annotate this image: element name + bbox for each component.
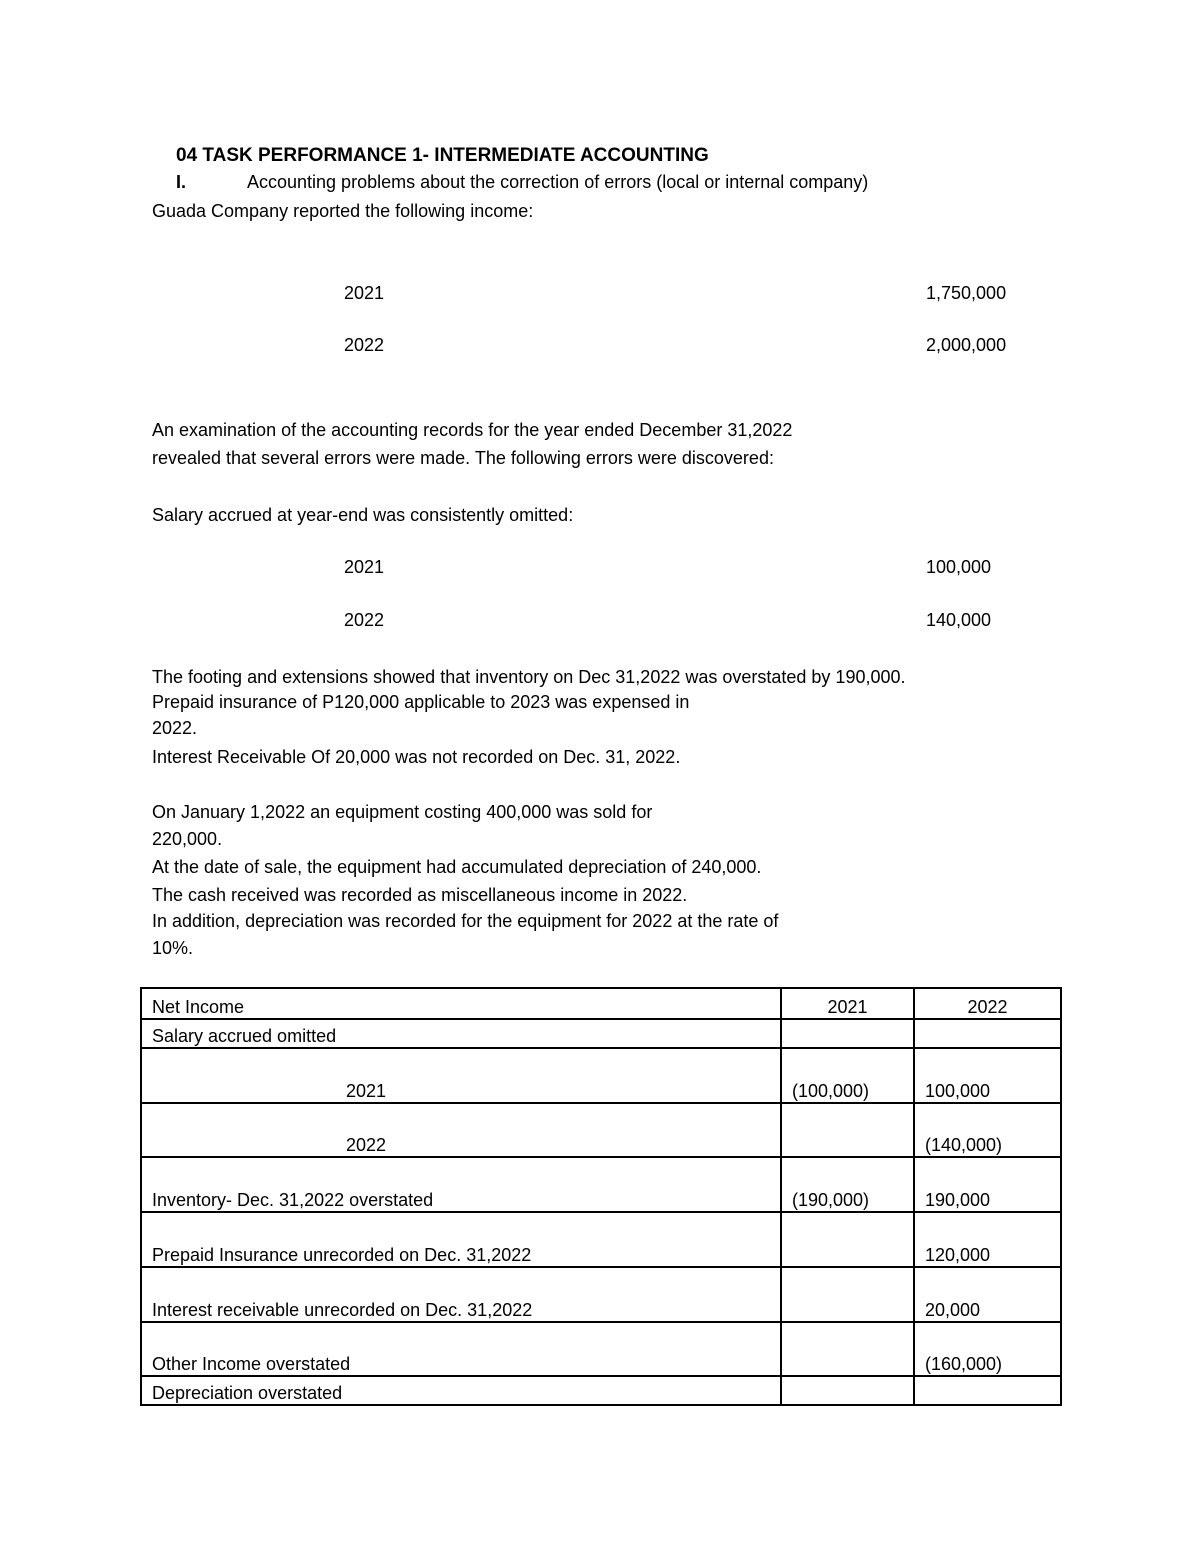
row-2021-value <box>781 1267 914 1322</box>
row-2022-value: 190,000 <box>914 1157 1061 1212</box>
table-row <box>141 1267 1061 1322</box>
equipment-line-2: 220,000. <box>152 829 223 849</box>
section-heading: Accounting problems about the correction of errors (local or internal company) <box>247 172 869 192</box>
table-row <box>141 1322 1061 1376</box>
header-net-income: Net Income <box>141 988 781 1019</box>
table-row <box>141 1157 1061 1212</box>
salary-year-2022: 2022 <box>344 610 385 630</box>
income-amount-2022: 2,000,000 <box>926 335 1007 355</box>
row-label: Inventory- Dec. 31,2022 overstated <box>141 1157 781 1212</box>
examination-line-2: revealed that several errors were made. The following errors were discovered: <box>152 448 774 468</box>
equipment-line-3: At the date of sale, the equipment had accumulated depreciation of 240,000. <box>152 857 762 877</box>
net-income-correction-table <box>140 987 1062 1406</box>
equipment-line-4: The cash received was recorded as miscellaneous income in 2022. <box>152 885 688 905</box>
equipment-line-6: 10%. <box>152 938 194 958</box>
salary-amount-2021: 100,000 <box>926 557 992 577</box>
equipment-line-1: On January 1,2022 an equipment costing 400,000 was sold for <box>152 802 653 822</box>
document-title: 04 TASK PERFORMANCE 1- INTERMEDIATE ACCOUNTING <box>176 145 709 166</box>
row-2022-value: 100,000 <box>914 1048 1061 1103</box>
table-row <box>141 1103 1061 1157</box>
inventory-error-text: The footing and extensions showed that inventory on Dec 31,2022 was overstated by 190,000. <box>152 667 906 687</box>
table-row <box>141 1019 1061 1048</box>
row-2021-value <box>781 1322 914 1376</box>
examination-line-1: An examination of the accounting records for the year ended December 31,2022 <box>152 420 793 440</box>
row-label: Interest receivable unrecorded on Dec. 31,2022 <box>141 1267 781 1322</box>
prepaid-error-line-2: 2022. <box>152 718 198 738</box>
equipment-line-5: In addition, depreciation was recorded for the equipment for 2022 at the rate of <box>152 911 779 931</box>
row-2022-value: 20,000 <box>914 1267 1061 1322</box>
row-2021-value <box>781 1103 914 1157</box>
row-2021-value <box>781 1212 914 1267</box>
row-2021-value <box>781 1376 914 1405</box>
row-label: Salary accrued omitted <box>141 1019 781 1048</box>
row-label: 2021 <box>141 1048 781 1103</box>
row-label: Other Income overstated <box>141 1322 781 1376</box>
row-2022-value <box>914 1376 1061 1405</box>
intro-text: Guada Company reported the following income: <box>152 201 534 221</box>
row-2022-value <box>914 1019 1061 1048</box>
salary-amount-2022: 140,000 <box>926 610 992 630</box>
prepaid-error-line-1: Prepaid insurance of P120,000 applicable to 2023 was expensed in <box>152 692 690 712</box>
row-2022-value: 120,000 <box>914 1212 1061 1267</box>
interest-error-text: Interest Receivable Of 20,000 was not recorded on Dec. 31, 2022. <box>152 747 681 767</box>
row-2022-value: (140,000) <box>914 1103 1061 1157</box>
row-2021-value: (100,000) <box>781 1048 914 1103</box>
header-2021: 2021 <box>781 988 914 1019</box>
row-2021-value <box>781 1019 914 1048</box>
header-2022: 2022 <box>914 988 1061 1019</box>
row-label: Prepaid Insurance unrecorded on Dec. 31,2022 <box>141 1212 781 1267</box>
income-year-2022: 2022 <box>344 335 385 355</box>
table-row <box>141 1048 1061 1103</box>
income-year-2021: 2021 <box>344 283 385 303</box>
table-header-row <box>141 988 1061 1019</box>
salary-heading: Salary accrued at year-end was consistently omitted: <box>152 505 574 525</box>
row-label: 2022 <box>141 1103 781 1157</box>
table-row <box>141 1376 1061 1405</box>
section-number: I. <box>176 172 187 192</box>
income-amount-2021: 1,750,000 <box>926 283 1007 303</box>
table-row <box>141 1212 1061 1267</box>
row-label: Depreciation overstated <box>141 1376 781 1405</box>
row-2021-value: (190,000) <box>781 1157 914 1212</box>
salary-year-2021: 2021 <box>344 557 385 577</box>
row-2022-value: (160,000) <box>914 1322 1061 1376</box>
